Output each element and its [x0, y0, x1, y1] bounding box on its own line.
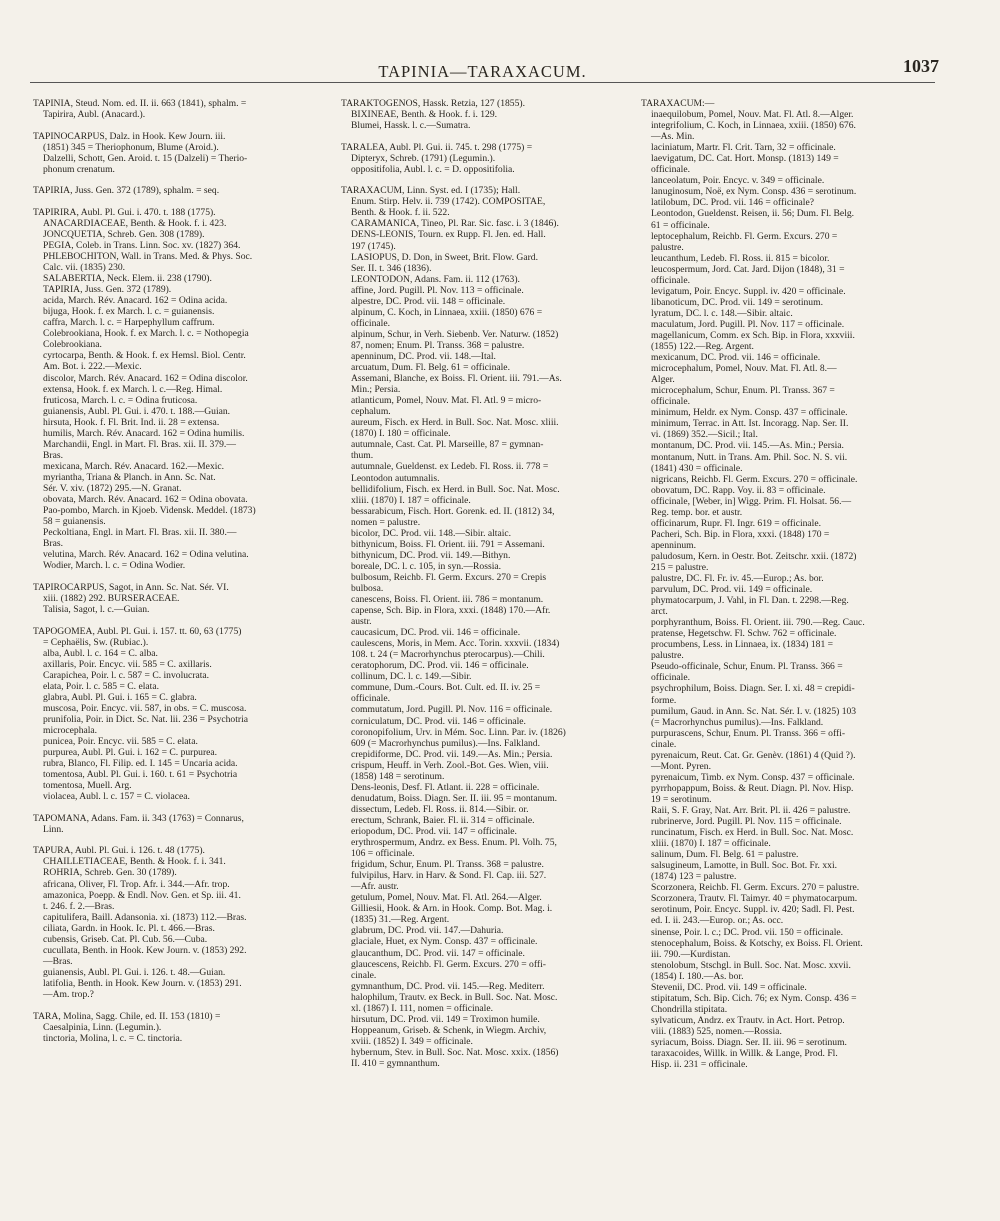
entry-line: microcephala.	[43, 724, 98, 736]
entry-line: (1854) I. 180.—As. bor.	[651, 970, 744, 982]
entry-line: montanum, Nutt. in Trans. Am. Phil. Soc. N. S. vii.	[651, 451, 848, 463]
entry-line: hybernum, Stev. in Bull. Soc. Nat. Mosc. xxix. (1856)	[351, 1046, 559, 1058]
entry-line: (1855) 122.—Reg. Argent.	[651, 341, 754, 353]
entry-line: II. 410 = gymnanthum.	[351, 1057, 440, 1069]
entry-line: —Mont. Pyren.	[651, 760, 711, 772]
entry-line: fulvipilus, Harv. in Harv. & Sond. Fl. Cap. iii. 527.	[351, 870, 547, 882]
entry-line: SALABERTIA, Neck. Elem. ii. 238 (1790).	[43, 273, 212, 285]
entry-line: Bras.	[43, 449, 63, 461]
entry-line: paludosum, Kern. in Oestr. Bot. Zeitschr. xxii. (1872)	[651, 550, 857, 562]
entry-line: rubrinerve, Jord. Pugill. Pl. Nov. 115 = officinale.	[651, 816, 842, 828]
entry-line: Leontodon autumnalis.	[351, 472, 440, 484]
entry-line: boreale, DC. l. c. 105, in syn.—Rossia.	[351, 560, 502, 572]
entry-line: (1874) 123 = palustre.	[651, 871, 737, 883]
entry-line: Carapichea, Poir. l. c. 587 = C. involucrata.	[43, 669, 210, 681]
entry-line: viii. (1883) 525, nomen.—Rossia.	[651, 1025, 782, 1037]
entry-line: 609 (= Macrorhynchus pumilus).—Ins. Falkland.	[351, 737, 540, 749]
entry-line: denudatum, Boiss. Diagn. Ser. II. iii. 95 = montanum.	[351, 792, 558, 804]
entry-line: Pao-pombo, March. in Kjoeb. Vidensk. Meddel. (1873)	[43, 505, 256, 517]
entry-line: alba, Aubl. l. c. 164 = C. alba.	[43, 647, 158, 659]
entry-line: —Am. trop.?	[43, 988, 94, 1000]
dictionary-entry	[341, 142, 627, 175]
entry-line: rubra, Blanco, Fl. Filip. ed. I. 145 = Uncaria acida.	[43, 758, 238, 770]
entry-line: cinale.	[351, 969, 377, 981]
entry-line: maculatum, Jord. Pugill. Pl. Nov. 117 = officinale.	[651, 318, 845, 330]
entry-line: Talisia, Sagot, l. c.—Guian.	[43, 603, 150, 615]
entry-line: getulum, Pomel, Nouv. Mat. Fl. Atl. 264.—Alger.	[351, 892, 542, 904]
entry-line: Colebrookiana.	[43, 339, 102, 351]
entry-line: Dalzelli, Schott, Gen. Aroid. t. 15 (Dalzeli) = Therio-	[43, 152, 248, 164]
dictionary-entry	[33, 1011, 319, 1044]
entry-line: Am. Bot. i. 222.—Mexic.	[43, 361, 142, 373]
entry-line: Min.; Persia.	[351, 384, 401, 396]
entry-line: 58 = guianensis.	[43, 516, 106, 528]
entry-line: phymatocarpum, J. Vahl, in Fl. Dan. t. 2298.—Reg.	[651, 595, 849, 607]
entry-line: dissectum, Ledeb. Fl. Ross. ii. 814.—Sibir. or.	[351, 803, 529, 815]
entry-line: Wodier, March. l. c. = Odina Wodier.	[43, 560, 186, 572]
entry-line: Pseudo-officinale, Schur, Enum. Pl. Transs. 366 =	[651, 661, 843, 673]
page-title: TAPINIA—TARAXACUM.	[378, 62, 587, 81]
entry-heading-line: TAPINOCARPUS, Dalz. in Hook. Kew Journ. iii.	[33, 130, 226, 142]
entry-line: 87, nomen; Enum. Pl. Transs. 368 = palustre.	[351, 339, 525, 351]
entry-line: mexicanum, DC. Prod. vii. 146 = officinale.	[651, 352, 821, 364]
entry-line: purpurea, Aubl. Pl. Gui. i. 162 = C. purpurea.	[43, 747, 218, 759]
entry-heading-line: TARAXACUM:—	[641, 98, 715, 109]
entry-line: lyratum, DC. l. c. 148.—Sibir. altaic.	[651, 307, 793, 319]
entry-line: Enum. Stirp. Helv. ii. 739 (1742). COMPOSITAE,	[351, 196, 546, 208]
entry-line: (1841) 430 = officinale.	[651, 462, 743, 474]
entry-line: Caesalpinia, Linn. (Legumin.).	[43, 1021, 162, 1033]
entry-line: obovata, March. Rév. Anacard. 162 = Odina obovata.	[43, 494, 248, 506]
entry-line: officinale.	[651, 164, 690, 176]
entry-line: bijuga, Hook. f. ex March. l. c. = guianensis.	[43, 306, 215, 318]
entry-heading-line: TAPOMANA, Adans. Fam. ii. 343 (1763) = Connarus,	[33, 812, 244, 824]
entry-line: cucullata, Benth. in Hook. Kew Journ. v. (1853) 292.	[43, 944, 247, 956]
entry-line: glaucescens, Reichb. Fl. Germ. Excurs. 270 = offi-	[351, 958, 546, 970]
entry-line: halophilum, Trautv. ex Beck. in Bull. Soc. Nat. Mosc.	[351, 991, 558, 1003]
entry-line: BIXINEAE, Benth. & Hook. f. i. 129.	[351, 109, 498, 121]
entry-line: discolor, March. Rév. Anacard. 162 = Odina discolor.	[43, 372, 248, 384]
dictionary-entry	[33, 131, 319, 175]
entry-line: officinale.	[651, 396, 690, 408]
entry-line: LEONTODON, Adans. Fam. ii. 112 (1763).	[351, 273, 520, 285]
entry-line: alpestre, DC. Prod. vii. 148 = officinale.	[351, 295, 506, 307]
entry-line: apenninum.	[651, 539, 697, 551]
entry-line: bulbosa.	[351, 582, 384, 594]
entry-line: ANACARDIACEAE, Benth. & Hook. f. i. 423.	[43, 217, 227, 229]
entry-line: velutina, March. Rév. Anacard. 162 = Odina velutina.	[43, 549, 249, 561]
entry-line: procumbens, Less. in Linnaea, ix. (1834) 181 =	[651, 639, 834, 651]
entry-line: Blumei, Hassk. l. c.—Sumatra.	[351, 120, 471, 132]
entry-line: prunifolia, Poir. in Dict. Sc. Nat. lii. 236 = Psychotria	[43, 713, 248, 725]
entry-line: levigatum, Poir. Encyc. Suppl. iv. 420 = officinale.	[651, 285, 846, 297]
entry-line: tomentosa, Muell. Arg.	[43, 780, 132, 792]
entry-heading-line: TAPIRIA, Juss. Gen. 372 (1789), sphalm. = seq.	[33, 185, 220, 197]
entry-line: punicea, Poir. Encyc. vii. 585 = C. elata.	[43, 735, 198, 747]
entry-line: alpinum, C. Koch, in Linnaea, xxiii. (1850) 676 =	[351, 306, 543, 318]
entry-line: purpurascens, Schur, Enum. Pl. Transs. 366 = offi-	[651, 727, 846, 739]
entry-line: mexicana, March. Rév. Anacard. 162.—Mexic.	[43, 460, 225, 472]
dictionary-entry	[33, 813, 319, 835]
column-1	[33, 98, 319, 1054]
entry-line: gymnanthum, DC. Prod. vii. 145.—Reg. Mediterr.	[351, 980, 545, 992]
entry-line: ROHRIA, Schreb. Gen. 30 (1789).	[43, 867, 177, 879]
entry-line: erectum, Schrank, Baier. Fl. ii. 314 = officinale.	[351, 814, 535, 826]
entry-line: —As. Min.	[651, 131, 695, 143]
entry-line: Dens-leonis, Desf. Fl. Atlant. ii. 228 = officinale.	[351, 781, 540, 793]
entry-line: palustre.	[651, 650, 684, 662]
entry-line: vi. (1869) 352.—Sicil.; Ital.	[651, 429, 758, 441]
entry-heading-line: TAPURA, Aubl. Pl. Gui. i. 126. t. 48 (1775).	[33, 845, 205, 857]
entry-line: —Bras.	[43, 955, 73, 967]
entry-line: (1835) 31.—Reg. Argent.	[351, 914, 450, 926]
entry-line: (1858) 148 = serotinum.	[351, 770, 445, 782]
entry-line: Assemani, Blanche, ex Boiss. Fl. Orient. iii. 791.—As.	[351, 373, 562, 385]
entry-line: thum.	[351, 450, 374, 462]
entry-line: (1851) 345 = Theriophonum, Blume (Aroid.).	[43, 141, 219, 153]
entry-line: bithynicum, DC. Prod. vii. 149.—Bithyn.	[351, 549, 511, 561]
entry-line: leptocephalum, Reichb. Fl. Germ. Excurs. 270 =	[651, 230, 838, 242]
entry-line: commune, Dum.-Cours. Bot. Cult. ed. II. iv. 25 =	[351, 682, 541, 694]
entry-line: Peckoltiana, Engl. in Mart. Fl. Bras. xii. II. 380.—	[43, 527, 237, 539]
entry-line: coronopifolium, Urv. in Mém. Soc. Linn. Par. iv. (1826)	[351, 726, 566, 738]
entry-line: latilobum, DC. Prod. vii. 146 = officinale?	[651, 197, 814, 209]
entry-line: phonum crenatum.	[43, 163, 115, 175]
entry-line: crepidiforme, DC. Prod. vii. 149.—As. Min.; Persia.	[351, 748, 553, 760]
entry-line: palustre, DC. Fl. Fr. iv. 45.—Europ.; As. bor.	[651, 573, 824, 585]
entry-line: serotinum, Poir. Encyc. Suppl. iv. 420; Sadl. Fl. Pest.	[651, 904, 855, 916]
entry-line: arcuatum, Dum. Fl. Belg. 61 = officinale.	[351, 362, 510, 374]
entry-line: commutatum, Jord. Pugill. Pl. Nov. 116 = officinale.	[351, 704, 553, 716]
entry-line: myriantha, Triana & Planch. in Ann. Sc. Nat.	[43, 471, 216, 483]
dictionary-entry	[641, 98, 927, 1070]
entry-line: Ser. II. t. 346 (1836).	[351, 262, 432, 274]
entry-line: aureum, Fisch. ex Herd. in Bull. Soc. Nat. Mosc. xliii.	[351, 417, 559, 429]
entry-line: humilis, March. Rév. Anacard. 162 = Odina humilis.	[43, 427, 245, 439]
entry-line: Pacheri, Sch. Bip. in Flora, xxxi. (1848) 170 =	[651, 528, 830, 540]
entry-line: bicolor, DC. Prod. vii. 148.—Sibir. altaic.	[351, 527, 512, 539]
entry-line: libanoticum, DC. Prod. vii. 149 = serotinum.	[651, 296, 823, 308]
entry-line: hirsuta, Hook. f. Fl. Brit. Ind. ii. 28 = extensa.	[43, 416, 220, 428]
entry-line: violacea, Aubl. l. c. 157 = C. violacea.	[43, 791, 190, 803]
entry-line: parvulum, DC. Prod. vii. 149 = officinale.	[651, 584, 813, 596]
entry-line: salsugineum, Lamotte, in Bull. Soc. Bot. Fr. xxi.	[651, 860, 838, 872]
entry-line: caucasicum, DC. Prod. vii. 146 = officinale.	[351, 627, 521, 639]
entry-line: Chondrilla stipitata.	[651, 1003, 728, 1015]
entry-line: eriopodum, DC. Prod. vii. 147 = officinale.	[351, 826, 517, 837]
entry-line: cinale.	[651, 738, 677, 750]
entry-line: extensa, Hook. f. ex March. l. c.—Reg. Himal.	[43, 383, 223, 395]
entry-line: erythrospermum, Andrz. ex Bess. Enum. Pl. Volh. 75,	[351, 837, 557, 849]
entry-line: axillaris, Poir. Encyc. vii. 585 = C. axillaris.	[43, 658, 212, 670]
entry-line: Calc. vii. (1835) 230.	[43, 262, 126, 274]
entry-line: autumnale, Cast. Cat. Pl. Marseille, 87 = gymnan-	[351, 439, 544, 451]
entry-line: bithynicum, Boiss. Fl. Orient. iii. 791 = Assemani.	[351, 538, 545, 550]
entry-line: pyrenaicum, Reut. Cat. Gr. Genèv. (1861) 4 (Quid ?).	[651, 749, 856, 761]
entry-line: africana, Oliver, Fl. Trop. Afr. i. 344.—Afr. trop.	[43, 878, 230, 890]
entry-line: magellanicum, Comm. ex Sch. Bip. in Flora, xxxviii.	[651, 329, 855, 341]
entry-line: corniculatum, DC. Prod. vii. 146 = officinale.	[351, 715, 526, 727]
entry-line: officinale.	[651, 274, 690, 286]
entry-line: xiii. (1882) 292. BURSERACEAE.	[43, 592, 180, 604]
entry-line: collinum, DC. l. c. 149.—Sibir.	[351, 671, 472, 683]
entry-heading-line: TARAKTOGENOS, Hassk. Retzia, 127 (1855).	[341, 98, 525, 109]
dictionary-entry	[33, 626, 319, 803]
page-header	[30, 56, 939, 83]
entry-line: bulbosum, Reichb. Fl. Germ. Excurs. 270 = Crepis	[351, 571, 547, 583]
entry-line: hirsutum, DC. Prod. vii. 149 = Troximon humile.	[351, 1013, 540, 1025]
entry-line: bessarabicum, Fisch. Hort. Gorenk. ed. II. (1812) 34,	[351, 505, 555, 517]
entry-line: porphyranthum, Boiss. Fl. Orient. iii. 790.—Reg. Cauc.	[651, 617, 865, 629]
entry-line: officinale.	[351, 317, 390, 329]
entry-line: Gilliesii, Hook. & Arn. in Hook. Comp. Bot. Mag. i.	[351, 903, 553, 915]
entry-line: pyrrhopappum, Boiss. & Reut. Diagn. Pl. Nov. Hisp.	[651, 782, 854, 794]
entry-line: capitulifera, Baill. Adansonia. xi. (1873) 112.—Bras.	[43, 911, 247, 923]
entry-line: Colebrookiana, Hook. f. ex March. l. c. = Nothopegia	[43, 328, 249, 340]
entry-line: capense, Sch. Bip. in Flora, xxxi. (1848) 170.—Afr.	[351, 605, 551, 617]
entry-line: nomen = palustre.	[351, 516, 421, 528]
entry-line: cyrtocarpa, Benth. & Hook. f. ex Hemsl. Biol. Centr.	[43, 350, 246, 362]
entry-line: Sér. V. xiv. (1872) 295.—N. Granat.	[43, 483, 182, 494]
entry-line: taraxacoides, Willk. in Willk. & Lange, Prod. Fl.	[651, 1048, 838, 1060]
entry-line: officinale.	[351, 693, 390, 705]
entry-line: LASIOPUS, D. Don, in Sweet, Brit. Flow. Gard.	[351, 251, 538, 263]
entry-line: apenninum, DC. Prod. vii. 148.—Ital.	[351, 350, 496, 362]
entry-heading-line: TAPIRIRA, Aubl. Pl. Gui. i. 470. t. 188 (1775).	[33, 206, 216, 218]
entry-line: Benth. & Hook. f. ii. 522.	[351, 207, 450, 219]
entry-line: oppositifolia, Aubl. l. c. = D. oppositifolia.	[351, 163, 515, 175]
entry-line: montanum, DC. Prod. vii. 145.—As. Min.; Persia.	[651, 440, 844, 452]
entry-line: Raii, S. F. Gray, Nat. Arr. Brit. Pl. ii. 426 = palustre.	[651, 805, 851, 816]
entry-line: caulescens, Moris, in Mem. Acc. Torin. xxxvii. (1834)	[351, 638, 560, 650]
entry-line: tinctoria, Molina, l. c. = C. tinctoria.	[43, 1032, 183, 1044]
entry-line: PHLEBOCHITON, Wall. in Trans. Med. & Phys. Soc.	[43, 251, 253, 263]
entry-line: sinense, Poir. l. c.; DC. Prod. vii. 150 = officinale.	[651, 926, 844, 938]
entry-line: amazonica, Poepp. & Endl. Nov. Gen. et Sp. iii. 41.	[43, 889, 241, 901]
entry-line: xviii. (1852) I. 349 = officinale.	[351, 1035, 473, 1047]
entry-line: Linn.	[43, 823, 64, 835]
entry-line: psychrophilum, Boiss. Diagn. Ser. I. xi. 48 = crepidi-	[651, 683, 855, 695]
entry-line: Stevenii, DC. Prod. vii. 149 = officinale.	[651, 981, 807, 993]
entry-line: Hisp. ii. 231 = officinale.	[651, 1059, 748, 1071]
entry-line: latifolia, Benth. in Hook. Kew Journ. v. (1853) 291.	[43, 977, 242, 989]
entry-line: inaequilobum, Pomel, Nouv. Mat. Fl. Atl. 8.—Alger.	[651, 109, 854, 121]
entry-heading-line: TARA, Molina, Sagg. Chile, ed. II. 153 (1810) =	[33, 1010, 221, 1022]
entry-line: officinarum, Rupr. Fl. Ingr. 619 = officinale.	[651, 517, 821, 529]
entry-line: minimum, Heldr. ex Nym. Consp. 437 = officinale.	[651, 407, 848, 419]
entry-line: xl. (1867) I. 111, nomen = officinale.	[351, 1002, 493, 1014]
entry-heading-line: TARALEA, Aubl. Pl. Gui. ii. 745. t. 298 (1775) =	[341, 141, 533, 153]
entry-line: Marchandii, Engl. in Mart. Fl. Bras. xii. II. 379.—	[43, 438, 236, 450]
entry-line: stenolobum, Stschgl. in Bull. Soc. Nat. Mosc. xxvii.	[651, 959, 851, 971]
entry-line: guianensis, Aubl. Pl. Gui. i. 126. t. 48.—Guian.	[43, 966, 226, 978]
entry-line: glaciale, Huet, ex Nym. Consp. 437 = officinale.	[351, 936, 538, 948]
entry-line: pumilum, Gaud. in Ann. Sc. Nat. Sér. I. v. (1825) 103	[651, 705, 857, 717]
entry-line: 61 = officinale.	[651, 219, 710, 231]
entry-line: TAPIRIA, Juss. Gen. 372 (1789).	[43, 284, 172, 296]
entry-line: frigidum, Schur, Enum. Pl. Transs. 368 = palustre.	[351, 859, 544, 871]
entry-line: laciniatum, Martr. Fl. Crit. Tarn, 32 = officinale.	[651, 142, 836, 154]
entry-line: acida, March. Rév. Anacard. 162 = Odina acida.	[43, 295, 228, 307]
entry-line: Scorzonera, Trautv. Fl. Taimyr. 40 = phymatocarpum.	[651, 893, 858, 905]
entry-line: obovatum, DC. Rapp. Voy. ii. 83 = officinale.	[651, 484, 826, 496]
entry-line: canescens, Boiss. Fl. Orient. iii. 786 = montanum.	[351, 594, 544, 606]
entry-line: 197 (1745).	[351, 240, 396, 252]
entry-line: bellidifolium, Fisch. ex Herd. in Bull. Soc. Nat. Mosc.	[351, 483, 560, 495]
entry-line: syriacum, Boiss. Diagn. Ser. II. iii. 96 = serotinum.	[651, 1036, 847, 1048]
entry-line: = Cephaëlis, Sw. (Rubiac.).	[43, 636, 149, 648]
entry-line: (1870) I. 180 = officinale.	[351, 428, 451, 440]
entry-line: microcephalum, Pomel, Nouv. Mat. Fl. Atl. 8.—	[651, 363, 837, 375]
entry-line: palustre.	[651, 241, 684, 253]
dictionary-entry	[341, 98, 627, 131]
entry-heading-line: TAPINIA, Steud. Nom. ed. II. ii. 663 (1841), sphalm. =	[33, 98, 247, 109]
column-2	[341, 98, 627, 1080]
entry-line: ed. I. ii. 243.—Europ. or.; As. occ.	[651, 915, 784, 927]
entry-line: Dipteryx, Schreb. (1791) (Legumin.).	[351, 152, 496, 164]
entry-line: (= Macrorhynchus pumilus).—Ins. Falkland.	[651, 716, 824, 728]
entry-line: iii. 790.—Kurdistan.	[651, 948, 731, 960]
entry-line: cubensis, Griseb. Cat. Pl. Cub. 56.—Cuba.	[43, 933, 208, 945]
entry-line: sylvaticum, Andrz. ex Trautv. in Act. Hort. Petrop.	[651, 1014, 845, 1026]
entry-line: runcinatum, Fisch. ex Herd. in Bull. Soc. Nat. Mosc.	[651, 827, 854, 839]
entry-line: autumnale, Gueldenst. ex Ledeb. Fl. Ross. ii. 778 =	[351, 461, 549, 473]
entry-line: stipitatum, Sch. Bip. Cich. 76; ex Nym. Consp. 436 =	[651, 992, 857, 1004]
entry-line: forme.	[651, 694, 677, 706]
entry-line: glabrum, DC. Prod. vii. 147.—Dahuria.	[351, 925, 504, 937]
entry-line: crispum, Heuff. in Verh. Zool.-Bot. Ges. Wien, viii.	[351, 759, 549, 771]
entry-line: lanceolatum, Poir. Encyc. v. 349 = officinale.	[651, 175, 825, 187]
entry-line: ceratophorum, DC. Prod. vii. 146 = officinale.	[351, 660, 529, 672]
entry-line: xliii. (1870) I. 187 = officinale.	[651, 838, 771, 850]
entry-line: officinale, [Weber, in] Wigg. Prim. Fl. Holsat. 56.—	[651, 495, 852, 507]
entry-line: glaucanthum, DC. Prod. vii. 147 = officinale.	[351, 947, 525, 959]
entry-line: leucospermum, Jord. Cat. Jard. Dijon (1848), 31 =	[651, 263, 845, 275]
entry-line: PEGIA, Coleb. in Trans. Linn. Soc. xv. (1827) 364.	[43, 239, 241, 251]
entry-line: atlanticum, Pomel, Nouv. Mat. Fl. Atl. 9 = micro-	[351, 395, 542, 407]
entry-line: alpinum, Schur, in Verh. Siebenb. Ver. Naturw. (1852)	[351, 328, 559, 340]
entry-line: Reg. temp. bor. et austr.	[651, 506, 743, 518]
entry-line: —Afr. austr.	[351, 881, 399, 893]
entry-line: ciliata, Gardn. in Hook. Ic. Pl. t. 466.—Bras.	[43, 922, 215, 934]
entry-line: Scorzonera, Reichb. Fl. Germ. Excurs. 270 = palustre.	[651, 882, 860, 894]
entry-line: JONCQUETIA, Schreb. Gen. 308 (1789).	[43, 228, 205, 240]
entry-line: austr.	[351, 616, 372, 628]
dictionary-entry	[33, 207, 319, 572]
entry-line: minimum, Terrac. in Att. Ist. Incoragg. Nap. Ser. II.	[651, 418, 849, 430]
dictionary-entry	[33, 845, 319, 1000]
entry-line: officinale.	[651, 672, 690, 684]
entry-heading-line: TARAXACUM, Linn. Syst. ed. I (1735); Hall.	[341, 185, 521, 197]
entry-line: Leontodon, Gueldenst. Reisen, ii. 56; Dum. Fl. Belg.	[651, 208, 855, 220]
entry-line: 215 = palustre.	[651, 561, 709, 573]
entry-line: guianensis, Aubl. Pl. Gui. i. 470. t. 188.—Guian.	[43, 405, 231, 417]
entry-heading-line: TAPIROCARPUS, Sagot, in Ann. Sc. Nat. Sér. VI.	[33, 581, 229, 593]
entry-line: laevigatum, DC. Cat. Hort. Monsp. (1813) 149 =	[651, 153, 839, 165]
entry-line: leucanthum, Ledeb. Fl. Ross. ii. 815 = bicolor.	[651, 252, 830, 264]
entry-line: 108. t. 24 (= Macrorhynchus pterocarpus).—Chili.	[351, 649, 545, 661]
entry-line: 106 = officinale.	[351, 848, 415, 860]
entry-line: caffra, March. l. c. = Harpephyllum caffrum.	[43, 317, 215, 329]
page-number: 1037	[903, 56, 939, 76]
entry-line: DENS-LEONIS, Tourn. ex Rupp. Fl. Jen. ed. Hall.	[351, 229, 546, 241]
entry-line: Hoppeanum, Griseb. & Schenk, in Wiegm. Archiv,	[351, 1024, 547, 1036]
entry-line: tomentosa, Aubl. Pl. Gui. i. 160. t. 61 = Psychotria	[43, 769, 238, 781]
entry-line: lanuginosum, Noë, ex Nym. Consp. 436 = serotinum.	[651, 186, 857, 198]
entry-line: pratense, Hegetschw. Fl. Schw. 762 = officinale.	[651, 628, 837, 640]
entry-line: glabra, Aubl. Pl. Gui. i. 165 = C. glabra.	[43, 691, 197, 703]
entry-line: Tapirira, Aubl. (Anacard.).	[43, 109, 146, 121]
dictionary-entry	[33, 582, 319, 615]
entry-line: affine, Jord. Pugill. Pl. Nov. 113 = officinale.	[351, 284, 524, 296]
entry-line: arct.	[651, 606, 668, 618]
entry-line: fruticosa, March. l. c. = Odina fruticosa.	[43, 394, 198, 406]
entry-line: xliii. (1870) I. 187 = officinale.	[351, 494, 471, 506]
entry-line: 19 = serotinum.	[651, 793, 712, 805]
entry-line: integrifolium, C. Koch, in Linnaea, xxiii. (1850) 676.	[651, 120, 856, 132]
entry-line: Bras.	[43, 538, 63, 550]
entry-line: CHAILLETIACEAE, Benth. & Hook. f. i. 341.	[43, 856, 226, 868]
entry-line: nigricans, Reichb. Fl. Germ. Excurs. 270 = officinale.	[651, 473, 858, 485]
entry-line: elata, Poir. l. c. 585 = C. elata.	[43, 680, 159, 692]
column-3	[641, 98, 927, 1081]
dictionary-entry	[33, 185, 319, 196]
entry-line: t. 246. f. 2.—Bras.	[43, 900, 115, 912]
entry-line: Alger.	[651, 374, 675, 386]
dictionary-entry	[33, 98, 319, 120]
dictionary-entry	[341, 185, 627, 1069]
entry-heading-line: TAPOGOMEA, Aubl. Pl. Gui. i. 157. tt. 60, 63 (1775)	[33, 625, 242, 637]
entry-line: cephalum.	[351, 406, 391, 418]
entry-line: CARAMANICA, Tineo, Pl. Rar. Sic. fasc. i. 3 (1846).	[351, 218, 559, 230]
entry-line: microcephalum, Schur, Enum. Pl. Transs. 367 =	[651, 385, 835, 397]
entry-line: salinum, Dum. Fl. Belg. 61 = palustre.	[651, 849, 799, 861]
entry-line: muscosa, Poir. Encyc. vii. 587, in obs. = C. muscosa.	[43, 702, 247, 714]
entry-line: stenocephalum, Boiss. & Kotschy, ex Boiss. Fl. Orient.	[651, 937, 863, 949]
entry-line: pyrenaicum, Timb. ex Nym. Consp. 437 = officinale.	[651, 771, 855, 783]
